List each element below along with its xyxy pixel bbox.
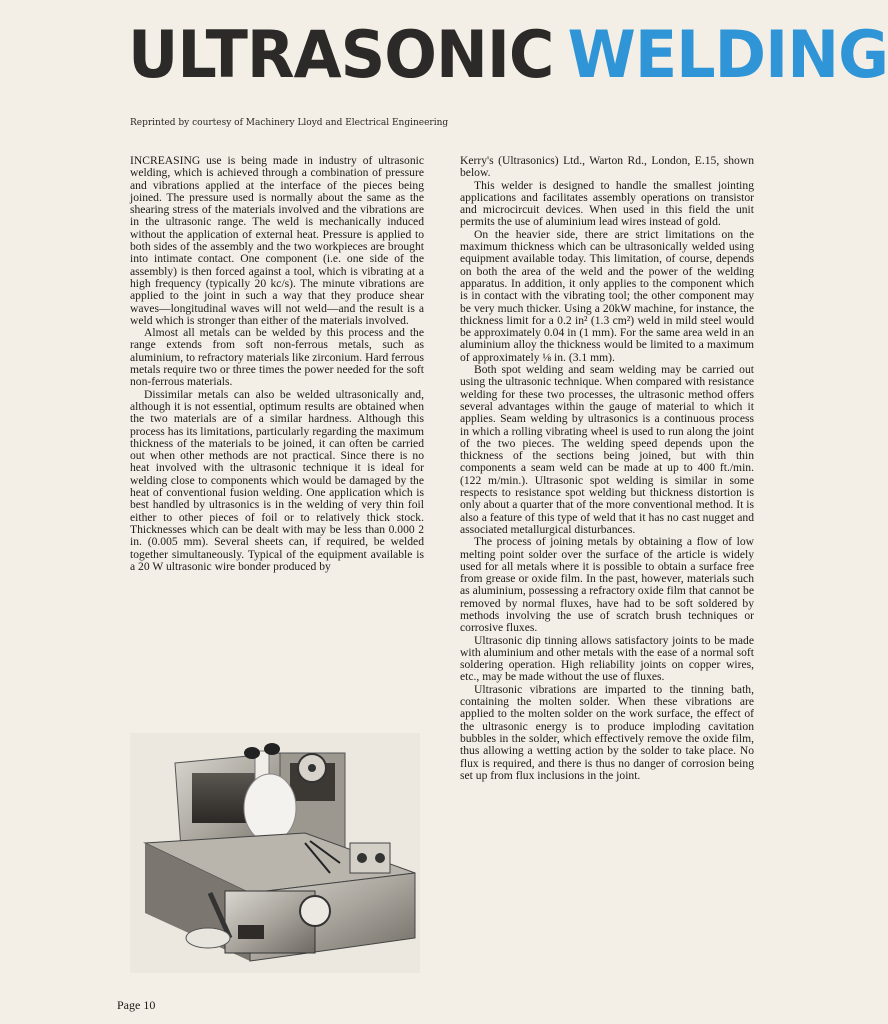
page-number: Page 10 (117, 998, 156, 1012)
paragraph-vibrations: Ultrasonic vibrations are imparted to the tinning bath, containing the molten solder. When these vibrations are applied to the molten solder on the work surface, the effect of the ultrasonic energy is to produce imploding cavitation bubbles in the solder, which effectively remove the oxide film, thus allowing a wetting action by the solder to take place. No flux is required, and there is thus no danger of corrosion being set up from flux inclusions in the joint. (460, 682, 754, 782)
page-title (128, 15, 888, 93)
title-word-welding: WELDING (567, 15, 888, 93)
paragraph-intro: INCREASING use is being made in industry of ultrasonic welding, which is achieved through a combination of pressure and vibrations applied at the interface of the pieces being joined. The pressure used is normally about the same as the shearing stress of the materials involved and the vibrations are in the ultrasonic range. The weld is mechanically induced without the application of external heat. Pressure is applied to both sides of the assembly and the two workpieces are brought into intimate contact. One component (i.e. one side of the assembly) is then forced against a tool, which is vibrating at a high frequency (typically 20 kc/s). The minute vibrations are applied to the joint in such a way that they produce shear waves—longitudinal waves will not weld—and the result is a weld which is stronger than either of the materials involved. (130, 154, 424, 327)
reprint-credit: Reprinted by courtesy of Machinery Lloyd and Electrical Engineering (130, 118, 449, 128)
title-word-ultrasonic: ULTRASONIC (128, 15, 554, 93)
paragraph-thickness-limits: On the heavier side, there are strict limitations on the maximum thickness which can be ultrasonically welded using equipment available today. This limitation, of course, depends on both the area of the weld and the power of the welding apparatus. In addition, it only applies to the component which is in contact with the vibrating tool; the other component may be very much thicker. Using a 20kW machine, for instance, the thickness limit for a 0.2 in² (1.3 cm²) weld in mild steel would be approximately 0.04 in (1 mm). For the same area weld in an aluminium alloy the thickness would be limited to a maximum of approximately ⅛ in. (3.1 mm). (460, 227, 754, 364)
article-right-column (460, 155, 754, 782)
paragraph-dip-tinning: Ultrasonic dip tinning allows satisfactory joints to be made with aluminium and other metals with the ease of a normal soft soldering operation. High reliability joints on copper wires, etc., may be made without the use of fluxes. (460, 633, 754, 684)
paragraph-spot-seam: Both spot welding and seam welding may be carried out using the ultrasonic technique. When compared with resistance welding for these two processes, the ultrasonic method offers several advantages within the gauge of material to which it applies. Seam welding by ultrasonics is a continuous process in which a rolling vibrating wheel is used to run along the joint of the two pieces. The welding speed depends upon the thickness of the sections being joined, but with thin components a seam weld can be made at up to 400 ft./min. (122 m/min.). Ultrasonic spot welding is similar in some respects to resistance spot welding but thickness distortion is only about a quarter that of the more conventional method. It is also a feature of this type of weld that it has no cast nugget and associated metallurgical disturbances. (460, 363, 754, 536)
paragraph-kerrys: Kerry's (Ultrasonics) Ltd., Warton Rd., London, E.15, shown below. (460, 154, 754, 180)
paragraph-solder-flow: The process of joining metals by obtaining a flow of low melting point solder over the surface of the article is widely used for all metals where it is possible to obtain a surface free from grease or oxide film. In the past, however, materials such as aluminium, possessing a refractory oxide film that cannot be removed by normal fluxes, have had to be soft soldered by methods involving the use of scratch brush techniques or corrosive fluxes. (460, 535, 754, 635)
paragraph-welder-design: This welder is designed to handle the smallest jointing applications and facilitates assembly operations on transistor and microcircuit devices. When used in this field the unit permits the use of aluminium lead wires instead of gold. (460, 178, 754, 229)
paragraph-dissimilar-metals: Dissimilar metals can also be welded ultrasonically and, although it is not essential, optimum results are obtained when the two materials are of a similar hardness. Although this process has its limitations, particularly regarding the maximum thickness of the materials to be joined, it can often be carried out when other methods are not practical. Since there is no heat involved with the ultrasonic technique it is ideal for welding close to components which would be damaged by the heat of conventional fusion welding. One application which is best handled by ultrasonics is in the welding of very thin foil either to other pieces of foil or to relatively thick stock. Thicknesses which can be dealt with may be less than 0.000 2 in. (0.005 mm). Several sheets can, if required, be welded together simultaneously. Typical of the equipment available is a 20 W ultrasonic wire bonder produced by (130, 387, 424, 573)
article-left-column (130, 155, 424, 573)
paragraph-metals: Almost all metals can be welded by this process and the range extends from soft non-ferrous metals, such as aluminium, to refractory materials like zirconium. Hard ferrous metals require two or three times the power needed for the soft non-ferrous materials. (130, 326, 424, 389)
wire-bonder-photo (130, 733, 420, 973)
